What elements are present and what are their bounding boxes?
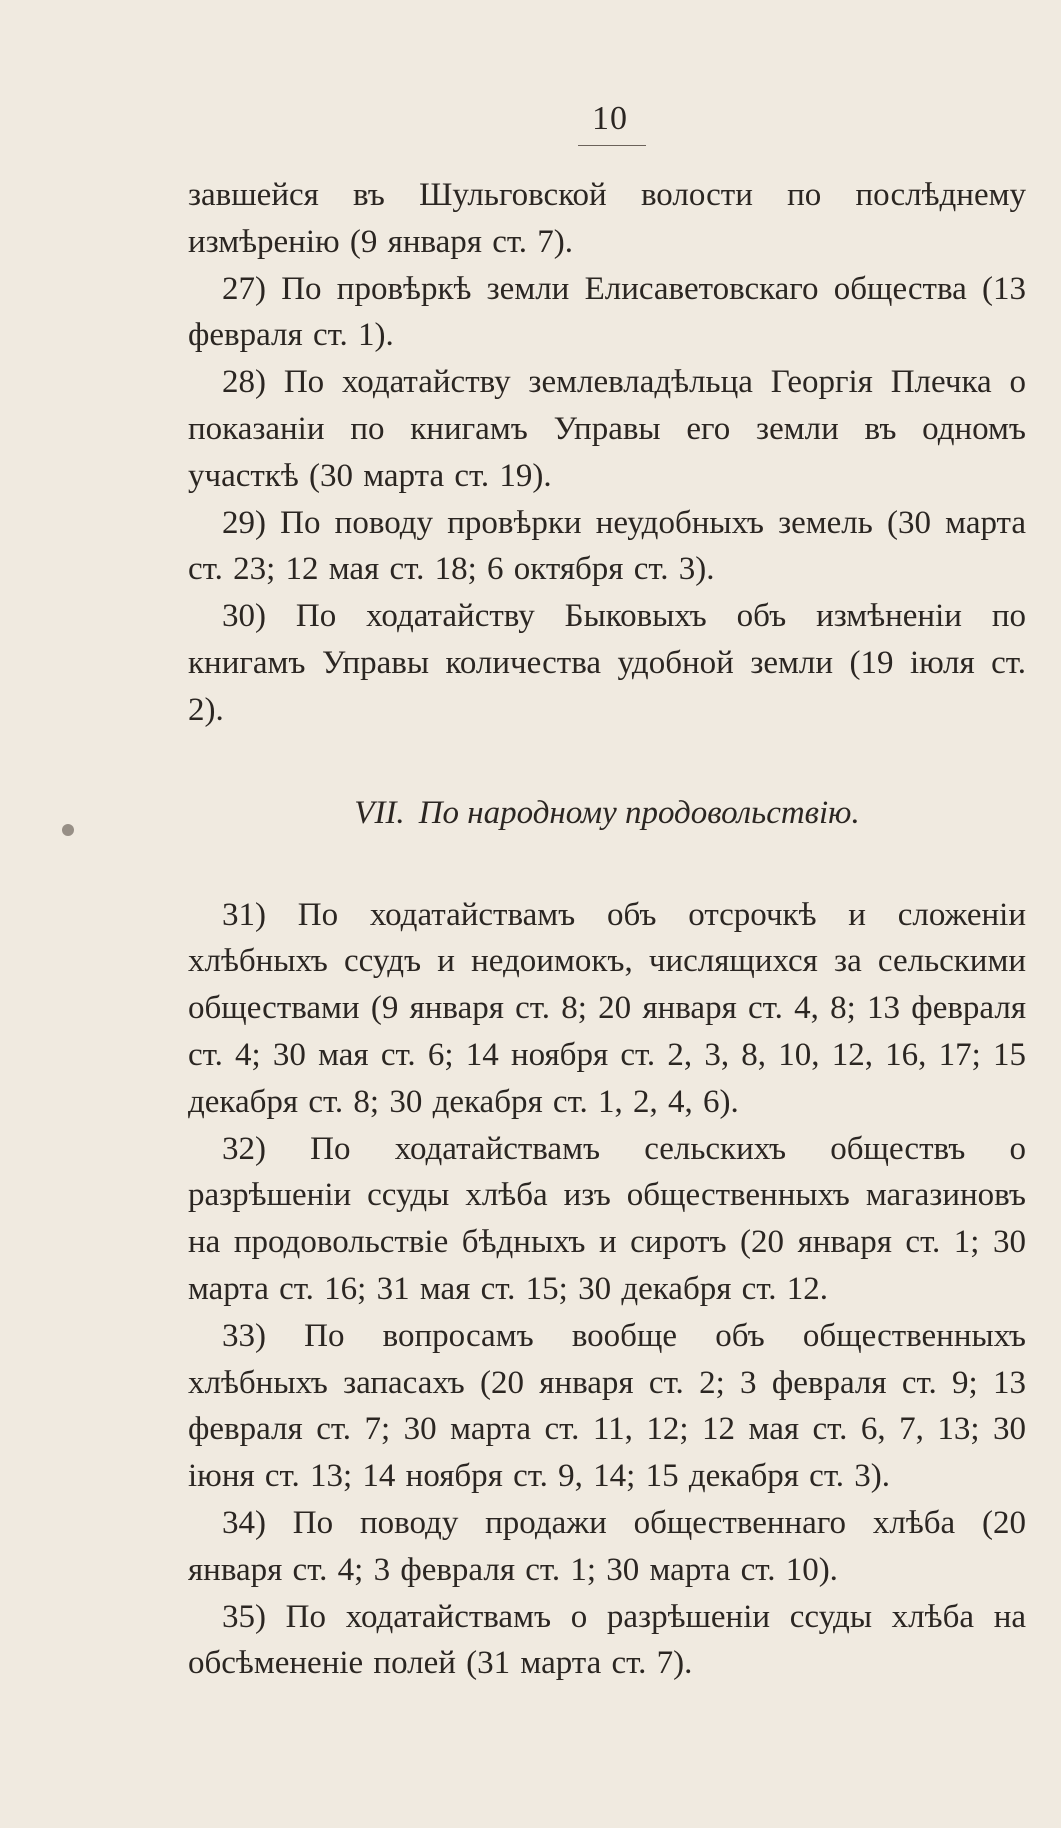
section-number: VII. xyxy=(354,794,405,831)
paragraph-continued: завшейся въ Шульговской волости по послѣднему измѣренію (9 января ст. 7). xyxy=(188,177,1026,260)
paragraph-29: 29) По поводу провѣрки неудобныхъ земель (30 марта ст. 23; 12 мая ст. 18; 6 октября ст. 3). xyxy=(188,504,1026,588)
paragraph-31: 31) По ходатайствамъ объ отсрочкѣ и сложеніи хлѣбныхъ ссудъ и недоимокъ, числящихся за сельскими обществами (9 января ст. 8; 20 января ст. 4, 8; 13 февраля ст. 4; 30 мая ст. 6; 14 ноября ст. 2, 3, 8, 10, 12, 16, 17; 15 декабря ст. 8; 30 декабря ст. 1, 2, 4, 6). xyxy=(188,896,1026,1120)
margin-dot xyxy=(62,824,74,836)
paragraph-32: 32) По ходатайствамъ сельскихъ обществъ о разрѣшеніи ссуды хлѣба изъ общественныхъ магазиновъ на продовольствіе бѣдныхъ и сиротъ (20 января ст. 1; 30 марта ст. 16; 31 мая ст. 15; 30 декабря ст. 12. xyxy=(188,1130,1026,1307)
text-body xyxy=(188,172,1026,1687)
paragraph-35: 35) По ходатайствамъ о разрѣшеніи ссуды хлѣба на обсѣмененіе полей (31 марта ст. 7). xyxy=(188,1598,1026,1682)
paragraph-28: 28) По ходатайству землевладѣльца Георгія Плечка о показаніи по книгамъ Управы его земли въ одномъ участкѣ (30 марта ст. 19). xyxy=(188,364,1026,494)
paragraph-34: 34) По поводу продажи общественнаго хлѣба (20 января ст. 4; 3 февраля ст. 1; 30 марта ст. 10). xyxy=(188,1504,1026,1588)
paragraph-27: 27) По провѣркѣ земли Елисаветовскаго общества (13 февраля ст. 1). xyxy=(188,270,1026,354)
paragraph-33: 33) По вопросамъ вообще объ общественныхъ хлѣбныхъ запасахъ (20 января ст. 2; 3 февраля ст. 9; 13 февраля ст. 7; 30 марта ст. 11, 12; 12 мая ст. 6, 7, 13; 30 іюня ст. 13; 14 ноября ст. 9, 14; 15 декабря ст. 3). xyxy=(188,1317,1026,1495)
section-heading xyxy=(188,790,1026,836)
page-number: 10 xyxy=(592,100,628,137)
paragraph-30: 30) По ходатайству Быковыхъ объ измѣненіи по книгамъ Управы количества удобной земли (19 іюля ст. 2). xyxy=(188,598,1026,728)
section-title: По народному продовольствію. xyxy=(418,794,860,831)
page-number-rule xyxy=(578,145,646,146)
